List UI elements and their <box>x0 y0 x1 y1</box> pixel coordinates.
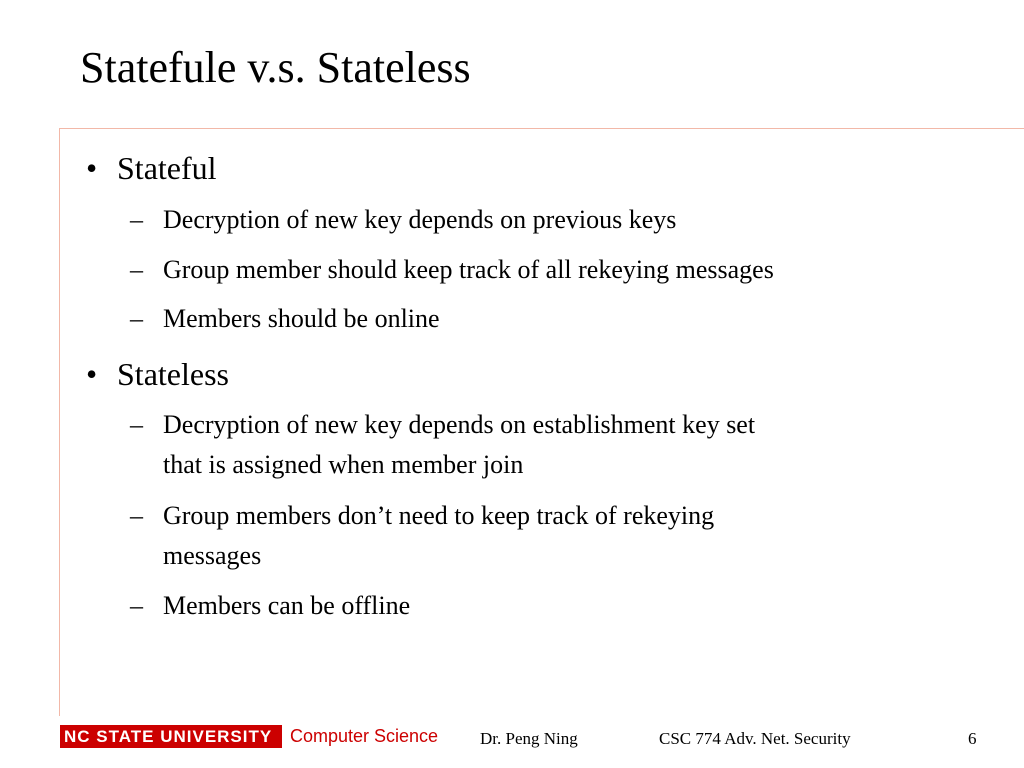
subitem-text: Group member should keep track of all rekeying messages <box>163 255 774 284</box>
subitem-text: Decryption of new key depends on establishment key set that is assigned when member join <box>163 410 756 479</box>
dash-marker: – <box>130 591 143 620</box>
dash-marker: – <box>130 205 143 234</box>
subitem-text: Members can be offline <box>163 591 411 620</box>
dash-marker: – <box>130 255 143 284</box>
bullet-marker: • <box>86 150 98 186</box>
page-number: 6 <box>968 729 977 748</box>
subitem-text: Members should be online <box>163 304 440 333</box>
slide-title: Statefule v.s. Stateless <box>80 43 471 92</box>
dash-marker: – <box>130 501 143 530</box>
ncsu-logo: NC STATE UNIVERSITY <box>60 725 282 748</box>
dash-marker: – <box>130 410 143 439</box>
bullet-marker: • <box>86 356 98 392</box>
bullet-text: Stateful <box>117 150 217 186</box>
subitem-text: Group members don’t need to keep track of rekeying messages <box>163 501 715 570</box>
bullet-text: Stateless <box>117 356 229 392</box>
dash-marker: – <box>130 304 143 333</box>
subitem-text: Decryption of new key depends on previous keys <box>163 205 677 234</box>
footer-author: Dr. Peng Ning <box>480 729 578 748</box>
footer-course: CSC 774 Adv. Net. Security <box>659 729 851 748</box>
department-label: Computer Science <box>290 726 439 746</box>
